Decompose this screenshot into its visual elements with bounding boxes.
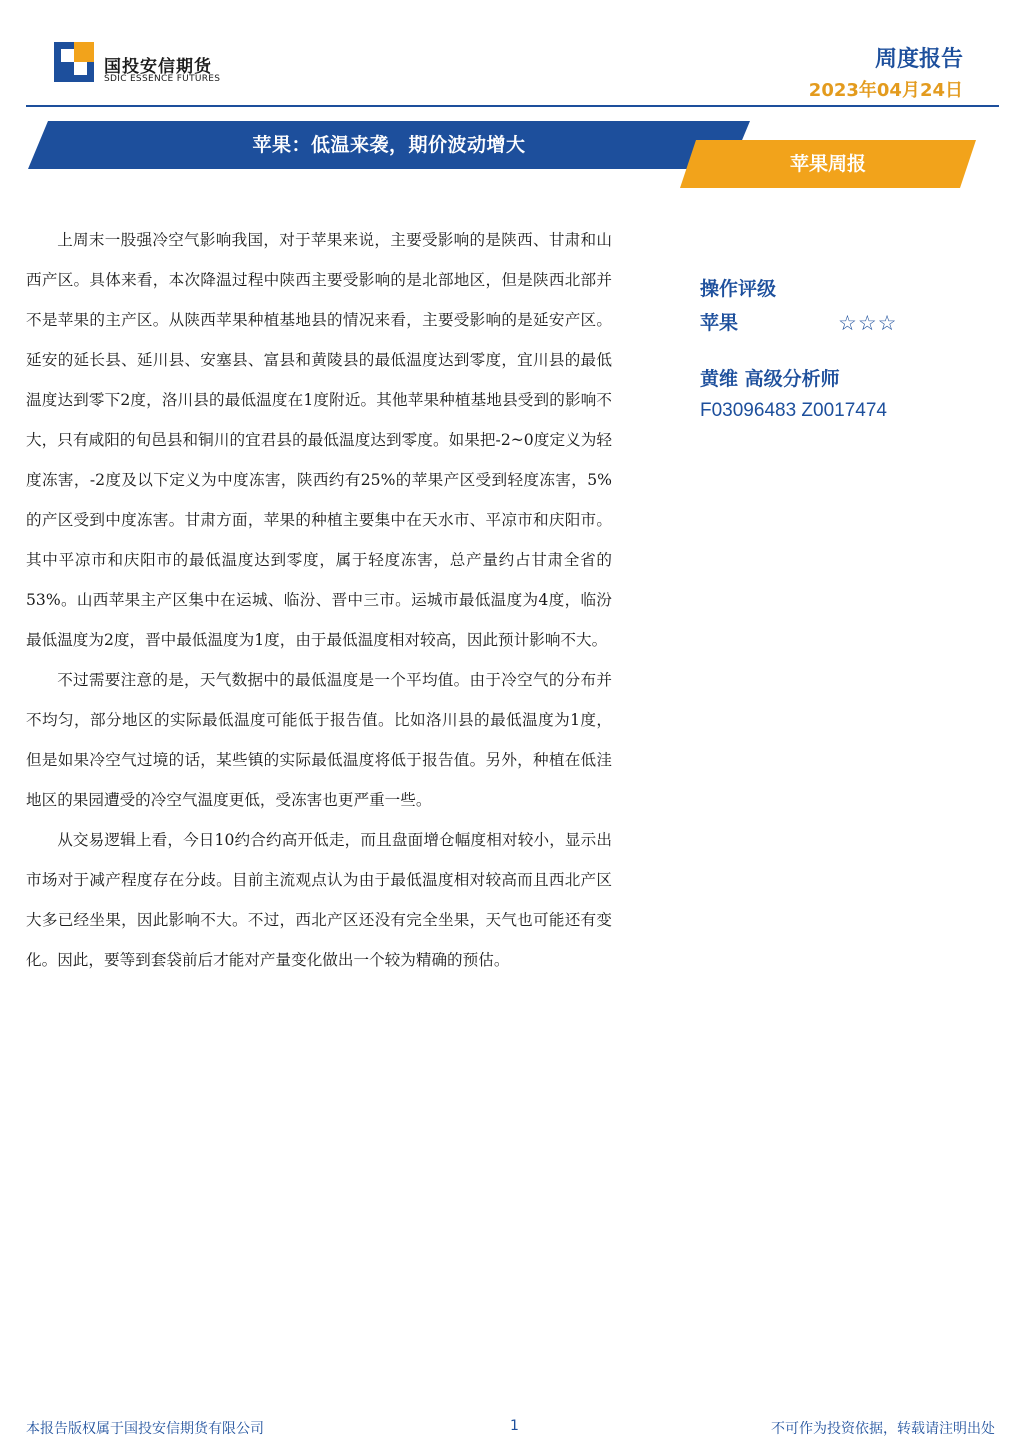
analyst-license-codes: F03096483 Z0017474 [700, 400, 887, 421]
rating-product: 苹果 [700, 312, 739, 334]
rating-label: 操作评级 [700, 278, 777, 300]
company-logo-icon [54, 42, 94, 82]
report-subtitle: 苹果周报 [789, 153, 866, 175]
body-paragraph: 从交易逻辑上看，今日10约合约高开低走，而且盘面增仓幅度相对较小，显示出市场对于减产程度存在分歧。目前主流观点认为由于最低温度相对较高而且西北产区大多已经坐果，因此影响不大。不过，西北产区还没有完全坐果，天气也可能还有变化。因此，要等到套袋前后才能对产量变化做出一个较为精确的预估。 [26, 831, 612, 969]
body-paragraph: 上周末一股强冷空气影响我国，对于苹果来说，主要受影响的是陕西、甘肃和山西产区。具体来看，本次降温过程中陕西主要受影响的是北部地区，但是陕西北部并不是苹果的主产区。从陕西苹果种植基地县的情况来看，主要受影响的是延安产区。延安的延长县、延川县、安塞县、富县和黄陵县的最低温度达到零度，宜川县的最低温度达到零下2度，洛川县的最低温度在1度附近。其他苹果种植基地县受到的影响不大，只有咸阳的旬邑县和铜川的宜君县的最低温度达到零度。如果把-2~0度定义为轻度冻害，-2度及以下定义为中度冻害，陕西约有25%的苹果产区受到轻度冻害，5%的产区受到中度冻害。甘肃方面，苹果的种植主要集中在天水市、平凉市和庆阳市。其中平凉市和庆阳市的最低温度达到零度，属于轻度冻害，总产量约占甘肃全省的53%。山西苹果主产区集中在运城、临汾、晋中三市。运城市最低温度为4度，临汾最低温度为2度，晋中最低温度为1度，由于最低温度相对较高，因此预计影响不大。 [26, 231, 612, 649]
footer-disclaimer: 不可作为投资依据，转载请注明出处 [771, 1421, 995, 1437]
footer-copyright: 本报告版权属于国投安信期货有限公司 [26, 1421, 264, 1437]
body-paragraph: 不过需要注意的是，天气数据中的最低温度是一个平均值。由于冷空气的分布并不均匀，部分地区的实际最低温度可能低于报告值。比如洛川县的最低温度为1度，但是如果冷空气过境的话，某些镇的实际最低温度将低于报告值。另外，种植在低洼地区的果园遭受的冷空气温度更低，受冻害也更严重一些。 [26, 671, 612, 809]
logo-text-en: SDIC ESSENCE FUTURES [104, 74, 221, 84]
report-body [26, 220, 612, 980]
report-type: 周度报告 [874, 47, 963, 72]
logo-text-cn: 国投安信期货 [104, 57, 212, 77]
company-logo [54, 42, 354, 90]
page-number: 1 [510, 1418, 519, 1434]
analyst-name: 黄维 高级分析师 [700, 368, 840, 390]
report-date: 2023年04月24日 [808, 80, 963, 101]
rating-row [700, 306, 980, 340]
rating-sidebar [700, 272, 980, 426]
star-rating-icon: ☆☆☆ [838, 311, 898, 335]
header-divider [26, 105, 999, 107]
report-title: 苹果：低温来袭，期价波动增大 [252, 134, 526, 156]
